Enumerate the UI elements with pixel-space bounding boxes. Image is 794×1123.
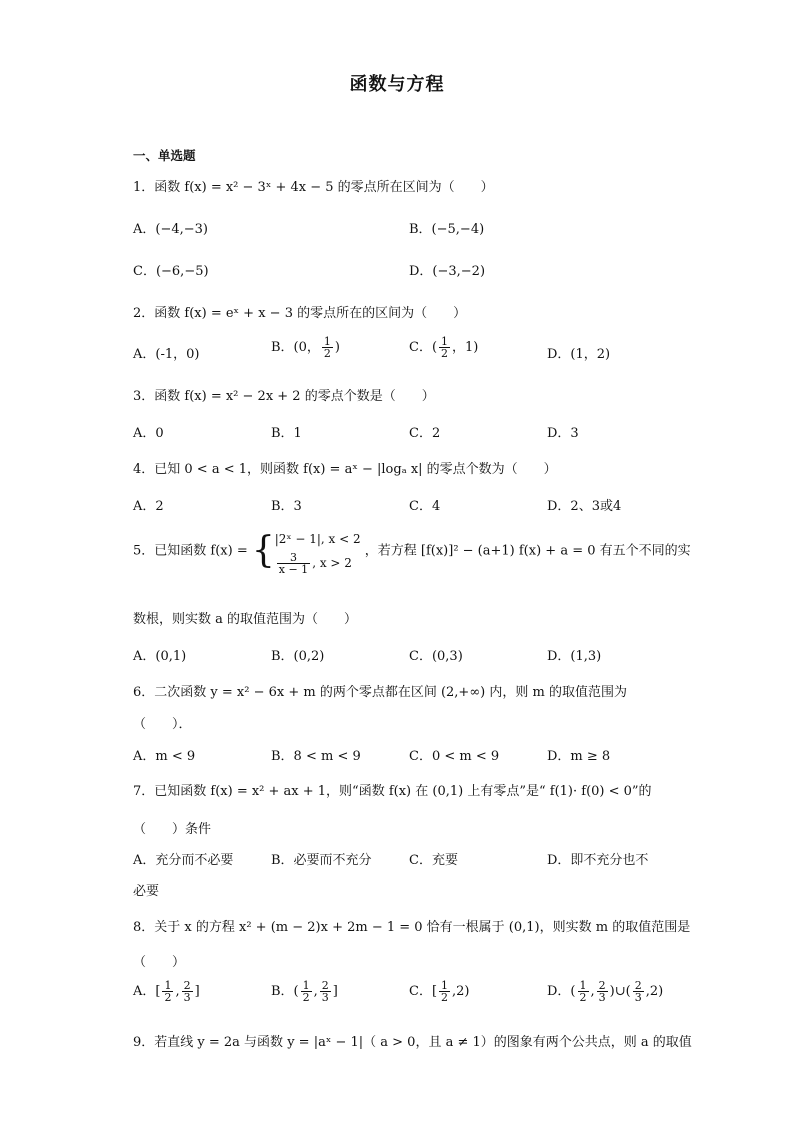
option-text: D．( [547,984,576,999]
numerator: 1 [441,979,449,992]
question-2-option-b[interactable] [271,336,340,359]
question-8-option-a[interactable]: A．[ $\frac{1}{2}$ , $\frac{2}{3}$ ] [133,979,200,1004]
question-1-option-c[interactable]: C．(−6,−5) [133,264,209,279]
denominator: 2 [579,991,587,1004]
fraction [439,336,450,359]
piecewise-cases [275,527,361,575]
option-text: C．( [409,340,438,355]
question-2-stem: 2．函数 f(x) = eˣ + x − 3 的零点所在的区间为（ ） [133,306,467,321]
fraction [162,980,173,1003]
option-text: ,2) [452,984,470,999]
numerator: 1 [164,979,172,992]
numerator: 1 [441,335,449,348]
question-2-option-d[interactable]: D．(1，2) [547,347,611,362]
section-heading: 一、单选题 [133,148,196,163]
question-6-option-c[interactable]: C．0 < m < 9 [409,749,500,764]
fraction [322,336,333,359]
question-6-option-d[interactable]: D．m ≥ 8 [547,749,611,764]
denominator: 3 [598,991,606,1004]
fraction [277,552,310,575]
question-3-option-a[interactable]: A．0 [133,426,164,441]
option-text: )∪( [609,984,631,999]
question-4-option-d[interactable]: D．2、3或4 [547,499,622,514]
option-text: B．(0， [271,340,320,355]
denominator: 2 [441,347,449,360]
numerator: 2 [321,979,329,992]
question-9-stem: 9．若直线 y = 2a 与函数 y = |aˣ − 1|（ a > 0，且 a ≠ 1）的图象有两个公共点，则 a 的取值 [133,1035,692,1050]
case-2-condition: , x > 2 [312,556,352,570]
question-7-option-c[interactable]: C．充要 [409,853,458,868]
option-text: A．[ [133,984,161,999]
numerator: 2 [183,979,191,992]
page-title: 函数与方程 [349,74,445,95]
question-6-stem: 6．二次函数 y = x² − 6x + m 的两个零点都在区间 (2,+∞) 内，则 m 的取值范围为 [133,685,627,700]
fraction [301,980,312,1003]
numerator: 1 [323,335,331,348]
option-text: C．[ [409,984,438,999]
numerator: 2 [598,979,606,992]
question-6-option-b[interactable]: B．8 < m < 9 [271,749,361,764]
question-8-option-c[interactable] [409,980,470,1003]
numerator: 3 [277,552,310,564]
denominator: 2 [164,991,172,1004]
question-7-option-b[interactable]: B．必要而不充分 [271,853,372,868]
denominator: x − 1 [278,563,309,576]
question-5-stem-line2: 数根，则实数 a 的取值范围为（ ） [133,612,358,627]
fraction [597,980,608,1003]
question-5-option-a[interactable]: A．(0,1) [133,649,187,664]
question-2-option-c[interactable] [409,336,478,359]
question-7-option-a[interactable]: A．充分而不必要 [133,853,234,868]
option-text: ，1) [452,340,479,355]
question-3-stem: 3．函数 f(x) = x² − 2x + 2 的零点个数是（ ） [133,389,435,404]
fraction [182,980,193,1003]
option-text: ] [332,984,338,999]
case-1: |2ˣ − 1|, x < 2 [274,532,361,546]
denominator: 2 [323,347,331,360]
question-4-option-c[interactable]: C．4 [409,499,441,514]
question-1-option-b[interactable]: B．(−5,−4) [409,222,485,237]
denominator: 3 [634,991,642,1004]
question-3-option-c[interactable]: C．2 [409,426,441,441]
denominator: 2 [302,991,310,1004]
question-4-stem: 4．已知 0 < a < 1，则函数 f(x) = aˣ − |logₐ x| 的零点个数为（ ） [133,462,557,477]
question-7-stem: 7．已知函数 f(x) = x² + ax + 1，则“函数 f(x) 在 (0,1) 上有零点”是“ f(1)· f(0) < 0”的 [133,784,652,799]
brace: { [251,530,275,571]
question-7-option-d-continued: 必要 [133,884,160,899]
stem-text: ，若方程 [f(x)]² − (a+1) f(x) + a = 0 有五个不同的实 [364,543,691,559]
question-4-option-b[interactable]: B．3 [271,499,302,514]
question-6-stem-line2: （ ）． [133,717,192,732]
fraction [320,980,331,1003]
question-1-option-d[interactable]: D．(−3,−2) [409,264,486,279]
question-1-option-a[interactable]: A．(−4,−3) [133,222,208,237]
question-5-stem [133,527,691,575]
numerator: 1 [302,979,310,992]
question-8-option-b[interactable]: B．( $\frac{1}{2}$ , $\frac{2}{3}$ ] [271,979,338,1004]
question-8-option-d[interactable]: D．( $\frac{1}{2}$ , $\frac{2}{3}$ )∪( $\frac{2}{3}$ ,2) [547,979,664,1004]
question-5-option-c[interactable]: C．(0,3) [409,649,463,664]
fraction [578,980,589,1003]
question-3-option-d[interactable]: D．3 [547,426,579,441]
question-6-option-a[interactable]: A．m < 9 [133,749,196,764]
option-text: ,2) [645,984,664,999]
question-3-option-b[interactable]: B．1 [271,426,302,441]
option-text: ] [194,984,200,999]
option-text: ) [334,340,340,355]
stem-text: 5．已知函数 f(x) = [133,543,248,559]
fraction [633,980,644,1003]
fraction [439,980,450,1003]
denominator: 3 [183,991,191,1004]
numerator: 1 [579,979,587,992]
option-text: B．( [271,984,299,999]
question-7-option-d[interactable]: D．即不充分也不 [547,853,649,868]
question-5-option-d[interactable]: D．(1,3) [547,649,602,664]
question-4-option-a[interactable]: A．2 [133,499,164,514]
denominator: 3 [321,991,329,1004]
question-1-stem: 1．函数 f(x) = x² − 3ˣ + 4x − 5 的零点所在区间为（ ） [133,180,494,195]
question-8-stem: 8．关于 x 的方程 x² + (m − 2)x + 2m − 1 = 0 恰有一根属于 (0,1)，则实数 m 的取值范围是 [133,920,691,935]
numerator: 2 [634,979,642,992]
question-8-stem-line2: （ ） [133,955,186,970]
question-7-stem-line2: （ ）条件 [133,822,212,837]
denominator: 2 [441,991,449,1004]
question-2-option-a[interactable]: A．(-1，0) [133,347,200,362]
question-5-option-b[interactable]: B．(0,2) [271,649,325,664]
